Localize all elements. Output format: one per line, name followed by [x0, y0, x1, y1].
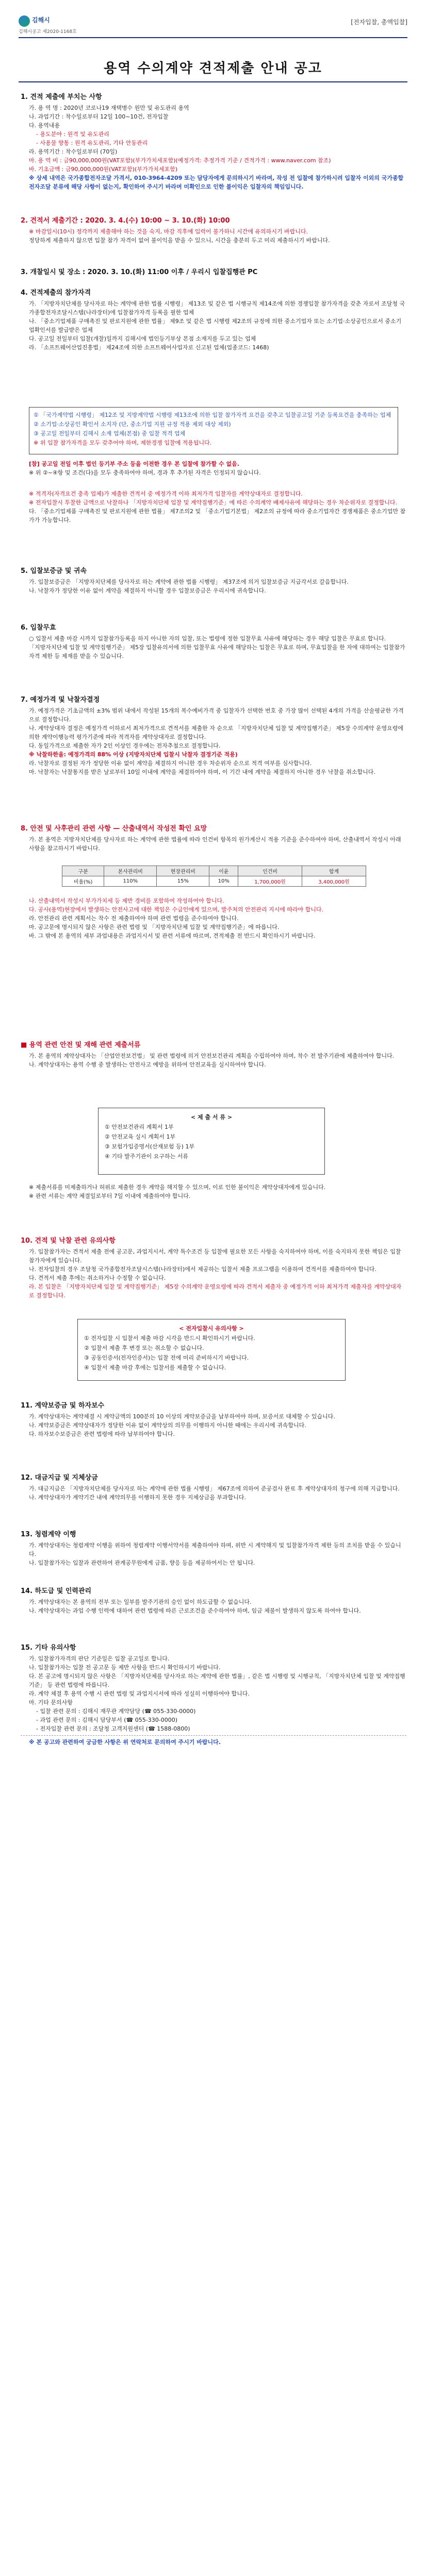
- text-line: 정당하게 제출하지 않으면 입찰 참가 자격이 없어 불이익을 받을 수 있으니, 시간을 충분히 두고 미리 제출하시기 바랍니다.: [29, 237, 330, 244]
- text-line: 다. 공고일 전일부터 입찰(개찰)일까지 김해시에 법인등기부상 본점 소재지를 두고 있는 업체: [29, 335, 256, 342]
- text-line: 마. 기타 문의사항: [29, 1699, 73, 1706]
- text-line: ① 전자입찰 시 입찰서 제출 마감 시각을 반드시 확인하시기 바랍니다.: [84, 1335, 255, 1342]
- e-bid-notice-box: [77, 1319, 346, 1381]
- table-cell: 110%: [104, 876, 157, 887]
- section-10-heading: 10. 견적 및 낙찰 관련 유의사항: [21, 1237, 116, 1245]
- org-logo: [19, 14, 77, 35]
- text-line: 마. 용 역 비 : 금90,000,000원(VAT포함)(부가가치세포함)(예정가격: 추정가격 기준 / 견적가격 : www.naver.com 참조): [29, 157, 331, 164]
- section-3-heading: 3. 개찰일시 및 장소 : 2020. 3. 10.(화) 11:00 이후 / 우리시 입찰집행관 PC: [21, 268, 258, 276]
- box-title: < 전자입찰시 유의사항 >: [179, 1325, 244, 1332]
- text-line: 라. 낙찰자로 결정된 자가 정당한 이유 없이 계약을 체결하지 아니한 경우 차순위자 순으로 적격 여부를 심사합니다.: [29, 760, 312, 767]
- org-emblem-icon: [19, 15, 30, 27]
- table-cell: 15%: [157, 876, 209, 887]
- text-line: 가. 입찰참가자는 견적서 제출 전에 공고문, 과업지시서, 계약 특수조건 등 입찰에 필요한 모든 사항을 숙지하여야 하며, 이를 숙지하지 못한 책임은 입찰참가자에게 있습니다.: [29, 1248, 401, 1264]
- text-line: 다. 하자보수보증금은 관련 법령에 따라 납부하여야 합니다.: [29, 1431, 175, 1437]
- cost-table: [62, 866, 366, 887]
- section-5-heading: 5. 입찰보증금 및 귀속: [21, 567, 87, 575]
- text-line: ③ 보험가입증명서(산재보험 등) 1부: [105, 1143, 195, 1150]
- section-6: [21, 623, 406, 660]
- text-line: 가. 입찰보증금은 「지방자치단체를 당사자로 하는 계약에 관한 법률 시행령」 제37조에 의거 입찰보증금 지급각서로 갈음합니다.: [29, 579, 349, 585]
- section-13-heading: 13. 청렴계약 이행: [21, 1531, 76, 1538]
- header-divider: [19, 37, 407, 38]
- text-line: ※ 위 ②~④항 및 조건(다)을 모두 충족하여야 하며, 경과 후 추가된 자격은 인정되지 않습니다.: [29, 469, 261, 476]
- text-line: ① 안전보건관리 계획서 1부: [105, 1124, 174, 1130]
- text-line: 라. 계약 체결 후 용역 수행 시 관련 법령 및 과업지시서에 따라 성실히 이행하여야 합니다.: [29, 1690, 250, 1697]
- bid-category: [전자입찰, 총액입찰]: [351, 19, 407, 26]
- section-8-after: [21, 896, 406, 940]
- text-line: 나. 계약보증금은 계약상대자가 정당한 이유 없이 계약상의 의무를 이행하지 아니한 때에는 우리시에 귀속합니다.: [29, 1422, 306, 1429]
- section-10: [21, 1236, 406, 1300]
- text-line: [참] 공고일 전일 이후 법인 등기부 주소 등을 이전한 경우 본 입찰에 참가할 수 없음.: [29, 461, 239, 467]
- section-4-notes: [21, 460, 406, 477]
- text-line: 나. 계약상대자가 계약기간 내에 계약의무를 이행하지 못한 경우 지체상금을 부과합니다.: [29, 1494, 246, 1501]
- text-line: ③ 공고일 전일부터 김해시 소재 업체(본점) 중 입찰 적격 업체: [34, 430, 186, 437]
- text-line: 바. 기초금액 : 금90,000,000원(VAT포함)(부가가치세포함): [29, 166, 178, 173]
- text-line: 라. 「소프트웨어산업진흥법」 제24조에 의한 소프트웨어사업자로 신고된 업체(업종코드: 1468): [29, 344, 269, 351]
- section-4-heading: 4. 견적제출의 참가자격: [21, 289, 91, 297]
- text-line: 나. 전자입찰의 경우 조달청 국가종합전자조달시스템(나라장터)에서 제공하는 입찰서 제출 프로그램을 이용하여 견적서를 제출하여야 합니다.: [29, 1266, 376, 1273]
- text-line: 가. 「지방자치단체를 당사자로 하는 계약에 관한 법률 시행령」 제13조 및 같은 법 시행규칙 제14조에 의한 경쟁입찰 참가자격을 갖춘 자로서 조달청 국가종합전자조달시스템(나라장터)에 입찰참가자격 등록을 필한 업체: [29, 300, 405, 316]
- section-11-heading: 11. 계약보증금 및 하자보수: [21, 1402, 105, 1410]
- table-cell: 10%: [209, 876, 238, 887]
- text-line: - 용도분야 : 원격 및 유도관리: [36, 131, 110, 138]
- section-9-after: [21, 1183, 406, 1200]
- text-line: 나. 산출내역서 작성시 부가가치세 등 제반 경비를 포함하여 작성하여야 합니다.: [29, 897, 224, 904]
- section-13: [21, 1530, 406, 1567]
- section-4b: [21, 489, 406, 524]
- documents-box: [98, 1108, 325, 1175]
- text-line: - 전자입찰 관련 문의 : 조달청 고객지원센터 (☎ 1588-0800): [36, 1725, 190, 1732]
- section-6-heading: 6. 입찰무효: [21, 624, 56, 632]
- text-line: ④ 기타 발주기관이 요구하는 서류: [105, 1153, 188, 1160]
- text-line: 나. 낙찰자가 정당한 이유 없이 계약을 체결하지 아니할 경우 입찰보증금은 우리시에 귀속합니다.: [29, 587, 266, 594]
- section-15-heading: 15. 기타 유의사항: [21, 1644, 76, 1652]
- text-line: ※ 전자입찰시 투찰한 금액으로 낙찰하나 「지방자치단체 입찰 및 계약집행기준」에 따른 수의계약 배제사유에 해당하는 경우 차순위자로 결정합니다.: [29, 499, 398, 506]
- section-2-heading: 2. 견적서 제출기간 : 2020. 3. 4.(수) 10:00 ~ 3. 10.(화) 10:00: [21, 217, 230, 225]
- section-11: [21, 1401, 406, 1438]
- text-line: 라. 본 입찰은 「지방자치단체 입찰 및 계약집행기준」 제5장 수의계약 운영요령에 따라 견적서 제출자 중 예정가격 이하 최저가격 제출자를 계약상대자로 결정합니다.: [29, 1283, 402, 1299]
- text-line: 나. 계약상대자는 용역 수행 중 발생하는 안전사고 예방을 위하여 안전교육을 실시하여야 합니다.: [29, 1061, 266, 1068]
- text-line: 나. 계약상대자는 과업 수행 인력에 대하여 관련 법령에 따른 근로조건을 준수하여야 하며, 임금 체불이 발생하지 않도록 하여야 합니다.: [29, 1607, 361, 1614]
- table-header-cell: 인건비: [238, 866, 302, 876]
- text-line: 다. 용역내용: [29, 122, 60, 129]
- org-short-name: 김해시: [32, 16, 50, 24]
- text-line: ① 「국가계약법 시행령」 제12조 및 지방계약법 시행령 제13조에 의한 입찰 참가자격 요건을 갖추고 입찰공고일 기준 등록요건을 충족하는 업체: [34, 412, 391, 418]
- text-line: ※ 낙찰하한율: 예정가격의 88% 이상 (지방자치단체 입찰시 낙찰자 결정기준 적용): [29, 751, 238, 758]
- table-cell: 3,400,000원: [302, 876, 366, 887]
- table-row: [62, 876, 366, 887]
- table-header-cell: 현장관리비: [157, 866, 209, 876]
- text-line: ※ 제출서류를 미제출하거나 허위로 제출한 경우 계약을 해지할 수 있으며, 이로 인한 불이익은 계약상대자에게 있습니다.: [29, 1184, 326, 1191]
- text-line: 바. 그 밖에 본 용역의 세부 과업내용은 과업지시서 및 관련 서류에 따르며, 견적제출 전 반드시 확인하시기 바랍니다.: [29, 933, 316, 939]
- table-cell: 1,700,000원: [238, 876, 302, 887]
- section-8-heading: [21, 824, 406, 833]
- header: [19, 14, 407, 35]
- section-7-heading: 7. 예정가격 및 낙찰자결정: [21, 696, 100, 704]
- page-title: 용역 수의계약 견적제출 안내 공고: [104, 61, 322, 76]
- text-line: 가. 계약상대자는 본 용역의 전부 또는 일부를 발주기관의 승인 없이 하도급할 수 없습니다.: [29, 1599, 252, 1605]
- text-line: 다. 견적서 제출 후에는 취소하거나 수정할 수 없습니다.: [29, 1275, 166, 1281]
- text-line: 다. 본 공고에 명시되지 않은 사항은 「지방자치단체를 당사자로 하는 계약에 관한 법률」, 같은 법 시행령 및 시행규칙, 「지방자치단체 입찰 및 계약집행기준」 등 관련 법령에 따릅니다.: [29, 1673, 405, 1688]
- section-3: [21, 268, 406, 279]
- text-line: - 입찰 관련 문의 : 김해시 재무관 계약담당 (☎ 055-330-0000): [36, 1708, 196, 1715]
- text-line: - 사용물 향통 : 원격 유도관리, 기타 안동관리: [36, 140, 148, 146]
- text-line: ④ 입찰서 제출 마감 후에는 입찰서를 제출할 수 없습니다.: [84, 1364, 226, 1371]
- text-line: ○ 입찰서 제출 마감 시까지 입찰참가등록을 하지 아니한 자의 입찰, 또는 법령에 정한 입찰무효 사유에 해당하는 경우 해당 입찰은 무효로 합니다.: [29, 635, 386, 642]
- eligibility-box: [29, 407, 398, 454]
- text-line: ※ 상세 내역은 국가종합전자조달 가격서, 010-3964-4209 또는 담당자에게 문의하시기 바라며, 작성 전 입찰에 참가하시려 입찰자 이외의 국가종합전자조달 분류에 해당 사항이 없는지, 확인하여 주시기 바라며 미확인으로 인한 불이익은 입찰자의 책임입니다.: [29, 175, 404, 190]
- table-header-cell: 합계: [302, 866, 366, 876]
- text-line: 가. 계약상대자는 계약체결 시 계약금액의 100분의 10 이상의 계약보증금을 납부하여야 하며, 보증서로 대체할 수 있습니다.: [29, 1413, 335, 1420]
- table-header-cell: 이윤: [209, 866, 238, 876]
- table-header-row: [62, 866, 366, 876]
- text-line: 마. 낙찰자는 낙찰통지를 받은 날로부터 10일 이내에 계약을 체결하여야 하며, 이 기간 내에 계약을 체결하지 아니한 경우 낙찰을 취소합니다.: [29, 769, 375, 775]
- text-line: ② 입찰서 제출 후 변경 또는 취소할 수 없습니다.: [84, 1345, 204, 1351]
- text-line: 마. 공고문에 명시되지 않은 사항은 관련 법령 및 「지방자치단체 입찰 및 계약집행기준」에 따릅니다.: [29, 924, 280, 930]
- text-line: 나. 계약상대자 결정은 예정가격 이하로서 최저가격으로 견적서를 제출한 자 순으로 「지방자치단체 입찰 및 계약집행기준」 제5장 수의계약 운영요령에 의한 계약이행능력 평가기준에 따라 적격자를 계약상대자로 결정합니다.: [29, 725, 403, 740]
- title-divider: [19, 81, 407, 82]
- text-line: 가. 예정가격은 기초금액의 ±3% 범위 내에서 작성된 15개의 복수예비가격 중 입찰자가 선택한 번호 중 가장 많이 선택된 4개의 가격을 산술평균한 가격으로 결정합니다.: [29, 707, 404, 723]
- section-9: [21, 1041, 406, 1069]
- section-15: [21, 1643, 406, 1747]
- table-header-cell: 본사관리비: [104, 866, 157, 876]
- text-line: 다. 동일가격으로 제출한 자가 2인 이상인 경우에는 전자추첨으로 결정합니다.: [29, 742, 221, 749]
- text-line: 가. 대금지급은 「지방자치단체를 당사자로 하는 계약에 관한 법률 시행령」 제67조에 의하여 준공검사 완료 후 계약상대자의 청구에 의해 지급합니다.: [29, 1485, 400, 1492]
- section-1-heading: 1. 견적 제출에 부치는 사항: [21, 93, 102, 101]
- section-2: [21, 216, 406, 245]
- text-line: ③ 공동인증서(전자인증서)는 입찰 전에 미리 준비하시기 바랍니다.: [84, 1354, 249, 1361]
- text-line: 다. 「중소기업제품 구매촉진 및 판로지원에 관한 법률」 제7조의2 및 「중소기업기본법」 제2조의 규정에 따라 중소기업자간 경쟁제품은 중소기업만 참가가 가능합니다.: [29, 508, 406, 523]
- text-line: - 과업 관련 문의 : 김해시 담당부서 (☎ 055-330-0000): [36, 1717, 177, 1723]
- section-4: [21, 289, 406, 352]
- table-cell: 비율(%): [62, 876, 104, 887]
- section-5: [21, 567, 406, 595]
- text-line: ※ 본 공고와 관련하여 궁금한 사항은 위 연락처로 문의하여 주시기 바랍니다.: [29, 1739, 221, 1745]
- text-line: 나. 입찰참가자는 입찰과 관련하여 관계공무원에게 금품, 향응 등을 제공하여서는 안 됩니다.: [29, 1560, 255, 1566]
- section-14-heading: 14. 하도급 및 인력관리: [21, 1587, 92, 1595]
- section-8-heading-text: 8. 안전 및 사후관리 관련 사항 — 산출내역서 작성전 확인 요망: [21, 825, 207, 833]
- section-12-heading: 12. 대금지급 및 지체상금: [21, 1474, 98, 1482]
- section-14: [21, 1587, 406, 1615]
- section-9-heading: ■ 용역 관련 안전 및 재해 관련 제출서류: [21, 1041, 141, 1049]
- text-line: 가. 본 용역은 지방자치단체를 당사자로 하는 계약에 관한 법률에 따라 인건비 항목의 원가계산시 적용 기준을 준수하여야 하며, 산출내역서 작성시 아래 사항을 참고하시기 바랍니다.: [29, 836, 401, 852]
- divider: [21, 1735, 406, 1736]
- text-line: ※ 적격자(자격요건 충족 업체)가 제출한 견적서 중 예정가격 이하 최저가격 입찰자를 계약상대자로 결정합니다.: [29, 490, 303, 497]
- text-line: 가. 입찰참가자격의 판단 기준일은 입찰 공고일로 합니다.: [29, 1655, 170, 1662]
- text-line: 라. 용역기간 : 착수일로부터 (70일): [29, 148, 118, 155]
- section-7: [21, 696, 406, 776]
- text-line: 다. 공사(용역)현장에서 발생하는 안전사고에 대한 책임은 수급인에게 있으며, 발주처의 안전관리 지시에 따라야 합니다.: [29, 906, 324, 913]
- text-line: 「지방자치단체 입찰 및 계약집행기준」 제5장 입찰유의서에 의한 입찰무효 사유에 해당하는 입찰은 무효로 하며, 무효입찰을 한 자에 대하여는 입찰참가자격 제한 등 제재를 받을 수 있습니다.: [29, 644, 405, 659]
- text-line: 가. 용 역 명 : 2020년 코로나19 재택병수 원만 및 유도관리 용역: [29, 105, 189, 111]
- text-line: ※ 위 입찰 참가자격을 모두 갖추어야 하며, 제한경쟁 입찰에 적용됩니다.: [34, 439, 212, 446]
- section-1: [21, 93, 406, 191]
- text-line: 가. 계약상대자는 청렴계약 이행을 위하여 청렴계약 이행서약서를 제출하여야 하며, 위반 시 계약해지 및 입찰참가자격 제한 등의 조치를 받을 수 있습니다.: [29, 1542, 401, 1557]
- text-line: 가. 본 용역의 계약상대자는 「산업안전보건법」 및 관련 법령에 의거 안전보건관리 계획을 수립하여야 하며, 착수 전 발주기관에 제출하여야 합니다.: [29, 1053, 395, 1059]
- text-line: ② 안전교육 실시 계획서 1부: [105, 1133, 176, 1140]
- text-line: 나. 입찰참가자는 입찰 전 공고문 등 제반 사항을 반드시 확인하시기 바랍니다.: [29, 1664, 221, 1671]
- text-line: 라. 안전관리 관련 계획서는 착수 전 제출하여야 하며 관련 법령을 준수하여야 합니다.: [29, 915, 239, 922]
- box-title: < 제 출 서 류 >: [190, 1114, 233, 1121]
- notice-number: 김해시공고 제2020-1168호: [19, 29, 77, 35]
- text-line: ※ 관련 서류는 계약 체결일로부터 7일 이내에 제출하여야 합니다.: [29, 1193, 191, 1199]
- section-8: [21, 824, 406, 853]
- table-header-cell: 구분: [62, 866, 104, 876]
- text-line: 나. 「중소기업제품 구매촉진 및 판로지원에 관한 법률」 제9조 및 같은 법 시행령 제2조의 규정에 의한 중소기업자 또는 소기업·소상공인으로서 중소기업확인서를 발급받은 업체: [29, 318, 402, 333]
- section-12: [21, 1473, 406, 1502]
- text-line: ※ 마감일시(10시) 정각까지 제출해야 하는 것을 숙지, 마감 직후에 입력이 불가하니 시간에 유의하시기 바랍니다.: [29, 228, 308, 235]
- text-line: ② 소기업·소상공인 확인서 소지자 (단, 중소기업 지원 규정 적용 제외 대상 제외): [34, 421, 231, 428]
- text-line: 나. 과업기간 : 착수일로부터 12일 100~10건, 전자입찰: [29, 113, 169, 120]
